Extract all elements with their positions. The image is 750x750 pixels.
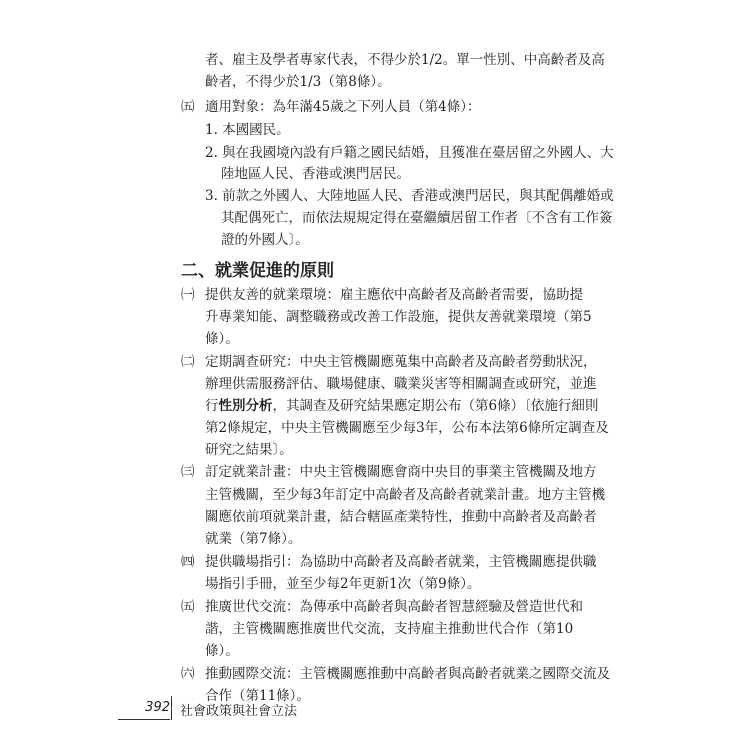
sub-item-2-line-2: 陸地區人民、香港或澳門居民。 — [221, 166, 410, 182]
principle-3-line-4: 就業（第7條）。 — [205, 531, 302, 547]
intro-line-2: 齡者，不得少於1/3（第8條）。 — [205, 74, 391, 90]
principle-2-line-2: 辦理供需服務評估、職場健康、職業災害等相關調查或研究，並進 — [205, 376, 597, 392]
sub-item-3-line-1: 3. 前款之外國人、大陸地區人民、香港或澳門居民，與其配偶離婚或 — [205, 188, 614, 204]
item-marker: ㈤ — [181, 99, 195, 115]
principle-1-line-3: 條）。 — [205, 331, 239, 347]
intro-line-1: 者、雇主及學者專家代表，不得少於1/2。單一性別、中高齡者及高 — [205, 52, 605, 68]
principle-6-marker: ㈥ — [181, 666, 195, 682]
principle-4-marker: ㈣ — [181, 554, 195, 570]
principle-2-line-1: 定期調查研究：中央主管機關應蒐集中高齡者及高齡者勞動狀況， — [205, 354, 597, 370]
page-number-rule — [118, 719, 170, 720]
principle-1-line-1: 提供友善的就業環境：雇主應依中高齡者及高齡者需要，協助提 — [205, 287, 583, 303]
principle-6-line-1: 推動國際交流：主管機關應推動中高齡者與高齡者就業之國際交流及 — [205, 666, 610, 682]
principle-3-line-1: 訂定就業計畫：中央主管機關應會商中央目的事業主管機關及地方 — [205, 464, 597, 480]
principle-5-line-2: 諧，主管機關應推廣世代交流，支持雇主推動世代合作（第10 — [205, 621, 574, 637]
principle-2-line-3-end: ，其調查及研究結果應定期公布（第6條）〔依施行細則 — [272, 398, 599, 414]
principle-2-line-5: 研究之結果〕。 — [205, 442, 293, 458]
item-applicable-persons: 適用對象：為年滿45歲之下列人員（第4條）： — [205, 99, 481, 115]
sub-item-3-line-3: 證的外國人〕。 — [221, 232, 309, 248]
sub-item-2-line-1: 2. 與在我國境內設有戶籍之國民結婚，且獲准在臺居留之外國人、大 — [205, 145, 614, 161]
running-title: 社會政策與社會立法 — [180, 704, 298, 719]
principle-3-marker: ㈢ — [181, 464, 195, 480]
principle-2-line-3 — [205, 397, 598, 415]
sub-item-1: 1. 本國國民。 — [205, 122, 290, 138]
page-number: 392 — [145, 700, 170, 715]
footer-divider — [171, 696, 172, 720]
principle-5-marker: ㈤ — [181, 599, 195, 615]
sub-item-3-line-2: 其配偶死亡，而依法規規定得在臺繼續居留工作者〔不含有工作簽 — [221, 210, 613, 226]
principle-6-line-2: 合作（第11條）。 — [205, 688, 310, 704]
principle-5-line-1: 推廣世代交流：為傳承中高齡者與高齡者智慧經驗及營造世代和 — [205, 599, 583, 615]
section-heading: 二、就業促進的原則 — [181, 261, 334, 281]
principle-1-marker: ㈠ — [181, 287, 195, 303]
principle-5-line-3: 條）。 — [205, 643, 239, 659]
principle-2-line-3-start: 行 — [205, 398, 219, 414]
principle-3-line-2: 主管機關，至少每3年訂定中高齡者及高齡者就業計畫。地方主管機 — [205, 487, 606, 503]
gender-analysis-term: 性別分析 — [218, 398, 273, 414]
principle-1-line-2: 升專業知能、調整職務或改善工作設施，提供友善就業環境（第5 — [205, 309, 592, 325]
principle-4-line-2: 場指引手冊，並至少每2年更新1次（第9條）。 — [205, 576, 481, 592]
principle-4-line-1: 提供職場指引：為協助中高齡者及高齡者就業，主管機關應提供職 — [205, 554, 597, 570]
principle-3-line-3: 關應依前項就業計畫，結合轄區產業特性，推動中高齡者及高齡者 — [205, 509, 597, 525]
principle-2-marker: ㈡ — [181, 354, 195, 370]
principle-2-line-4: 第2條規定，中央主管機關應至少每3年，公布本法第6條所定調查及 — [205, 420, 609, 436]
